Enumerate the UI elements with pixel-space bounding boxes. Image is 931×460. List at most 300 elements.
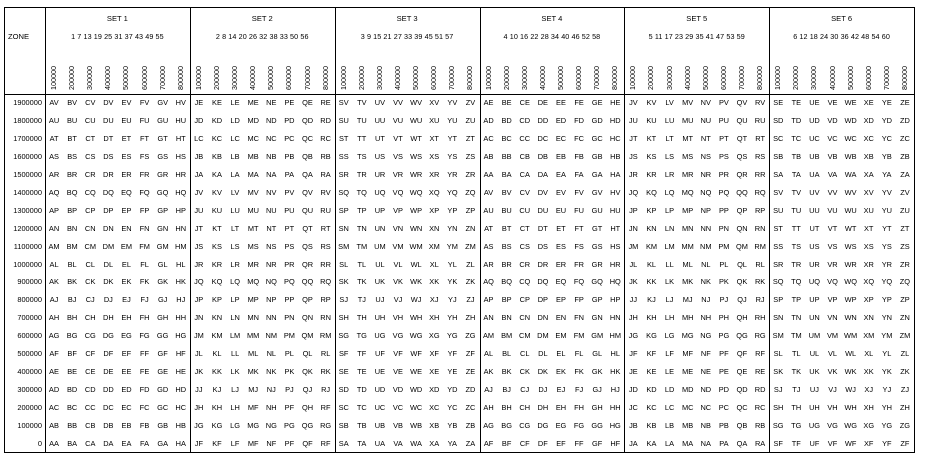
grid-square-id: ZQ bbox=[899, 277, 911, 287]
grid-square-id: LD bbox=[230, 116, 240, 126]
grid-square-id: ME bbox=[682, 366, 694, 376]
grid-square-id: RB bbox=[320, 152, 331, 162]
grid-square-id: CF bbox=[519, 438, 530, 448]
grid-square-id: HP bbox=[175, 205, 186, 215]
grid-square-id: NN bbox=[265, 313, 277, 323]
grid-square-id: RE bbox=[754, 366, 766, 376]
grid-square-id: NF bbox=[700, 349, 711, 359]
grid-square-id: QA bbox=[302, 170, 313, 180]
grid-square-id: PR bbox=[718, 170, 730, 180]
grid-square-id: AK bbox=[483, 366, 494, 376]
grid-square-id: EB bbox=[556, 152, 566, 162]
grid-square-id: SA bbox=[338, 438, 349, 448]
grid-square-id: MS bbox=[247, 241, 259, 251]
grid-square-id: PV bbox=[718, 98, 729, 108]
grid-square-id: YF bbox=[882, 438, 892, 448]
grid-square-id: ND bbox=[265, 116, 277, 126]
grid-square-id: MV bbox=[682, 98, 694, 108]
grid-square-id: EP bbox=[556, 295, 566, 305]
grid-square-id: UP bbox=[374, 205, 386, 215]
grid-square-id: GK bbox=[157, 277, 169, 287]
grid-square-id: YL bbox=[447, 259, 457, 269]
grid-square-id: RA bbox=[320, 170, 331, 180]
grid-square-id: WC bbox=[409, 402, 423, 412]
grid-square-id: RB bbox=[754, 420, 766, 430]
grid-square-id: UF bbox=[374, 349, 385, 359]
grid-square-id: VR bbox=[827, 259, 838, 269]
grid-square-id: UT bbox=[374, 134, 385, 144]
grid-square-id: ZP bbox=[465, 205, 476, 215]
grid-square-id: CV bbox=[85, 98, 96, 108]
grid-square-id: RF bbox=[320, 402, 331, 412]
grid-square-id: NG bbox=[265, 420, 277, 430]
grid-square-id: VH bbox=[827, 402, 838, 412]
grid-square-id: US bbox=[809, 241, 820, 251]
grid-square-id: KK bbox=[212, 366, 222, 376]
grid-square-id: LR bbox=[230, 259, 240, 269]
grid-square-id: EH bbox=[121, 313, 132, 323]
grid-square-id: LB bbox=[230, 152, 240, 162]
grid-square-id: AD bbox=[483, 116, 494, 126]
grid-square-id: PB bbox=[284, 152, 295, 162]
northing-label: 1500000 bbox=[13, 170, 42, 180]
grid-square-id: TP bbox=[791, 295, 802, 305]
grid-square-id: ZR bbox=[465, 170, 476, 180]
grid-square-id: JR bbox=[628, 170, 638, 180]
grid-square-id: MT bbox=[682, 134, 694, 144]
grid-square-id: QV bbox=[302, 187, 313, 197]
grid-square-id: WH bbox=[844, 402, 857, 412]
grid-square-id: NR bbox=[700, 170, 712, 180]
northing-label: 200000 bbox=[17, 402, 42, 412]
easting-tick-label: 700000 bbox=[157, 66, 167, 90]
grid-square-id: FJ bbox=[140, 295, 149, 305]
grid-square-id: VK bbox=[393, 277, 403, 287]
grid-square-id: SK bbox=[338, 277, 349, 287]
grid-square-id: NP bbox=[700, 205, 711, 215]
grid-square-id: VG bbox=[392, 331, 404, 341]
grid-square-id: ZK bbox=[465, 277, 476, 287]
grid-square-id: LJ bbox=[231, 384, 239, 394]
grid-square-id: WT bbox=[410, 134, 422, 144]
easting-tick-label: 500000 bbox=[121, 66, 131, 90]
grid-square-id: QH bbox=[301, 402, 314, 412]
grid-square-id: BL bbox=[67, 259, 77, 269]
grid-square-id: HC bbox=[609, 134, 621, 144]
grid-square-id: UQ bbox=[374, 187, 386, 197]
grid-square-id: KL bbox=[646, 259, 656, 269]
grid-square-id: ZA bbox=[465, 438, 476, 448]
grid-square-id: ES bbox=[556, 241, 566, 251]
grid-square-id: TF bbox=[791, 438, 801, 448]
grid-square-id: XD bbox=[429, 384, 440, 394]
grid-square-id: CJ bbox=[520, 384, 530, 394]
grid-square-id: VG bbox=[827, 420, 838, 430]
grid-square-id: GA bbox=[591, 170, 603, 180]
grid-square-id: BL bbox=[502, 349, 512, 359]
grid-square-id: SK bbox=[773, 366, 784, 376]
grid-square-id: JD bbox=[628, 384, 638, 394]
grid-square-id: NS bbox=[700, 152, 711, 162]
grid-square-id: ZL bbox=[900, 349, 910, 359]
grid-square-id: GM bbox=[591, 331, 604, 341]
grid-square-id: DG bbox=[537, 420, 549, 430]
grid-square-id: NE bbox=[266, 98, 277, 108]
grid-square-id: TH bbox=[356, 313, 367, 323]
grid-square-id: QM bbox=[301, 331, 314, 341]
grid-square-id: XR bbox=[863, 259, 874, 269]
grid-square-id: ZG bbox=[465, 331, 476, 341]
grid-square-id: HR bbox=[609, 259, 621, 269]
grid-square-id: NT bbox=[266, 223, 277, 233]
grid-square-id: TM bbox=[356, 241, 368, 251]
grid-square-id: VQ bbox=[392, 187, 404, 197]
grid-square-id: GP bbox=[591, 295, 603, 305]
grid-square-id: VR bbox=[392, 170, 404, 180]
grid-square-id: VB bbox=[393, 420, 403, 430]
grid-square-id: FQ bbox=[139, 187, 150, 197]
easting-tick-label: 300000 bbox=[374, 66, 384, 90]
easting-tick-label: 800000 bbox=[899, 66, 909, 90]
grid-square-id: ZS bbox=[900, 241, 910, 251]
grid-square-id: LL bbox=[665, 259, 674, 269]
grid-square-id: FK bbox=[574, 366, 584, 376]
grid-square-id: XF bbox=[429, 349, 439, 359]
grid-square-id: HU bbox=[175, 116, 187, 126]
grid-square-id: VL bbox=[827, 349, 838, 359]
grid-square-id: MJ bbox=[682, 295, 693, 305]
grid-square-id: GE bbox=[591, 98, 603, 108]
grid-square-id: LF bbox=[230, 438, 240, 448]
grid-square-id: CH bbox=[519, 402, 531, 412]
grid-square-id: WB bbox=[410, 420, 423, 430]
easting-tick-label: 200000 bbox=[646, 66, 656, 90]
grid-square-id: JS bbox=[629, 152, 638, 162]
grid-square-id: XP bbox=[429, 205, 440, 215]
grid-square-id: MG bbox=[247, 420, 260, 430]
easting-tick-label: 600000 bbox=[284, 66, 294, 90]
grid-square-id: XA bbox=[429, 438, 440, 448]
grid-square-id: XM bbox=[428, 241, 440, 251]
grid-square-id: VT bbox=[827, 223, 838, 233]
grid-square-id: QD bbox=[736, 384, 748, 394]
easting-tick-label: 300000 bbox=[519, 66, 529, 90]
grid-square-id: DT bbox=[537, 223, 548, 233]
grid-square-id: DK bbox=[103, 277, 114, 287]
grid-square-id: VJ bbox=[828, 384, 837, 394]
grid-square-id: HM bbox=[609, 331, 622, 341]
grid-square-id: ZN bbox=[465, 223, 476, 233]
grid-square-id: EM bbox=[120, 241, 132, 251]
grid-square-id: UM bbox=[808, 331, 821, 341]
grid-square-id: AM bbox=[483, 331, 495, 341]
grid-square-id: CK bbox=[85, 277, 96, 287]
grid-square-id: SD bbox=[338, 384, 349, 394]
easting-tick-label: 300000 bbox=[809, 66, 819, 90]
grid-square-id: JR bbox=[194, 259, 204, 269]
grid-square-id: RQ bbox=[320, 277, 332, 287]
grid-square-id: YV bbox=[881, 187, 892, 197]
grid-square-id: HJ bbox=[610, 384, 620, 394]
grid-square-id: SU bbox=[338, 116, 349, 126]
grid-square-id: VQ bbox=[827, 277, 838, 287]
grid-square-id: YC bbox=[447, 402, 458, 412]
grid-square-id: FA bbox=[140, 438, 150, 448]
grid-square-id: WS bbox=[844, 241, 857, 251]
grid-square-id: KF bbox=[212, 438, 222, 448]
grid-square-id: HQ bbox=[175, 187, 187, 197]
grid-square-id: DR bbox=[103, 170, 114, 180]
grid-square-id: GR bbox=[157, 170, 169, 180]
grid-square-id: YV bbox=[447, 98, 458, 108]
grid-square-id: XS bbox=[429, 152, 440, 162]
grid-square-id: AG bbox=[483, 420, 494, 430]
grid-square-id: CQ bbox=[84, 187, 96, 197]
grid-square-id: XG bbox=[863, 420, 875, 430]
grid-square-id: CG bbox=[84, 331, 96, 341]
grid-square-id: NL bbox=[701, 259, 711, 269]
grid-square-id: CS bbox=[519, 241, 530, 251]
grid-square-id: YG bbox=[881, 420, 893, 430]
grid-square-id: YL bbox=[882, 349, 892, 359]
grid-square-id: WK bbox=[410, 277, 423, 287]
grid-square-id: VU bbox=[827, 205, 838, 215]
grid-square-id: HK bbox=[175, 277, 186, 287]
grid-square-id: VC bbox=[392, 402, 404, 412]
grid-square-id: EL bbox=[121, 259, 131, 269]
grid-square-id: TU bbox=[356, 116, 367, 126]
grid-square-id: JL bbox=[629, 259, 638, 269]
grid-square-id: FF bbox=[574, 438, 584, 448]
grid-square-id: BF bbox=[501, 438, 512, 448]
grid-square-id: MJ bbox=[248, 384, 259, 394]
grid-square-id: BN bbox=[67, 223, 78, 233]
grid-square-id: HJ bbox=[176, 295, 186, 305]
grid-square-id: WD bbox=[409, 384, 423, 394]
grid-square-id: TQ bbox=[356, 187, 367, 197]
grid-square-id: QL bbox=[737, 259, 747, 269]
easting-tick-label: 500000 bbox=[700, 66, 710, 90]
grid-square-id: AL bbox=[49, 259, 59, 269]
grid-square-id: RM bbox=[754, 241, 766, 251]
grid-square-id: PT bbox=[719, 134, 729, 144]
grid-square-id: VN bbox=[392, 223, 404, 233]
grid-square-id: DC bbox=[103, 402, 114, 412]
easting-tick-label: 600000 bbox=[863, 66, 873, 90]
grid-square-id: PL bbox=[719, 259, 729, 269]
grid-square-id: CP bbox=[85, 205, 96, 215]
northing-label: 1800000 bbox=[13, 116, 42, 126]
grid-square-id: YJ bbox=[882, 384, 892, 394]
grid-square-id: FV bbox=[574, 187, 584, 197]
grid-square-id: HT bbox=[610, 223, 621, 233]
grid-square-id: ZJ bbox=[466, 295, 475, 305]
grid-square-id: EQ bbox=[555, 277, 567, 287]
grid-square-id: QR bbox=[301, 259, 314, 269]
grid-square-id: JA bbox=[194, 170, 204, 180]
grid-square-id: YU bbox=[447, 116, 458, 126]
grid-square-id: BG bbox=[501, 420, 512, 430]
grid-square-id: UK bbox=[809, 366, 820, 376]
grid-square-id: UB bbox=[374, 420, 386, 430]
easting-tick-label: 600000 bbox=[718, 66, 728, 90]
grid-square-id: CT bbox=[85, 134, 96, 144]
grid-square-id: PF bbox=[284, 438, 295, 448]
grid-square-id: BS bbox=[67, 152, 78, 162]
grid-square-id: XV bbox=[863, 187, 874, 197]
grid-square-id: SQ bbox=[772, 277, 784, 287]
northing-label: 300000 bbox=[17, 384, 42, 394]
grid-square-id: WA bbox=[410, 438, 422, 448]
northing-label: 700000 bbox=[17, 313, 42, 323]
northing-label: 600000 bbox=[17, 331, 42, 341]
grid-square-id: LU bbox=[664, 116, 675, 126]
grid-square-id: NK bbox=[266, 366, 277, 376]
grid-square-id: UA bbox=[374, 438, 386, 448]
grid-square-id: ZR bbox=[900, 259, 910, 269]
grid-square-id: CR bbox=[84, 170, 96, 180]
grid-square-id: KB bbox=[212, 152, 222, 162]
grid-square-id: ES bbox=[121, 152, 132, 162]
grid-square-id: HE bbox=[175, 366, 186, 376]
grid-square-id: ZP bbox=[900, 295, 910, 305]
grid-square-id: LL bbox=[230, 349, 240, 359]
grid-square-id: PN bbox=[718, 223, 730, 233]
grid-square-id: MH bbox=[681, 313, 694, 323]
grid-square-id: PN bbox=[284, 313, 295, 323]
grid-square-id: QV bbox=[736, 98, 748, 108]
grid-square-id: BC bbox=[501, 134, 512, 144]
grid-square-id: ZG bbox=[899, 420, 911, 430]
grid-square-id: UA bbox=[809, 170, 820, 180]
grid-square-id: CL bbox=[85, 259, 95, 269]
grid-square-id: AP bbox=[483, 295, 494, 305]
grid-square-id: YQ bbox=[881, 277, 893, 287]
grid-square-id: CK bbox=[519, 366, 530, 376]
grid-square-id: KF bbox=[646, 349, 657, 359]
grid-square-id: ED bbox=[121, 384, 132, 394]
grid-square-id: PT bbox=[284, 223, 295, 233]
grid-square-id: AU bbox=[483, 205, 494, 215]
grid-square-id: QT bbox=[302, 223, 313, 233]
grid-square-id: DR bbox=[537, 259, 549, 269]
grid-square-id: UH bbox=[809, 402, 820, 412]
grid-square-id: KC bbox=[646, 402, 657, 412]
grid-square-id: LC bbox=[194, 134, 204, 144]
grid-square-id: LE bbox=[665, 366, 675, 376]
grid-square-id: XQ bbox=[863, 277, 875, 287]
grid-square-id: LF bbox=[665, 349, 674, 359]
grid-square-id: WD bbox=[844, 116, 857, 126]
grid-square-id: QN bbox=[736, 223, 748, 233]
grid-square-id: EJ bbox=[122, 295, 131, 305]
grid-square-id: FC bbox=[139, 402, 150, 412]
grid-square-id: GS bbox=[591, 241, 603, 251]
grid-square-id: AG bbox=[48, 331, 60, 341]
grid-square-id: RD bbox=[320, 116, 331, 126]
grid-square-id: KA bbox=[212, 170, 222, 180]
grid-square-id: AC bbox=[483, 134, 494, 144]
grid-square-id: DA bbox=[537, 170, 548, 180]
grid-square-id: WN bbox=[409, 223, 423, 233]
grid-square-id: WT bbox=[844, 223, 857, 233]
grid-square-id: MA bbox=[247, 170, 259, 180]
grid-square-id: QJ bbox=[302, 384, 313, 394]
grid-square-id: HQ bbox=[609, 277, 621, 287]
grid-square-id: VN bbox=[827, 313, 838, 323]
grid-square-id: HS bbox=[175, 152, 186, 162]
grid-square-id: TH bbox=[791, 402, 802, 412]
grid-square-id: NA bbox=[700, 438, 711, 448]
grid-square-id: PL bbox=[284, 349, 294, 359]
grid-square-id: WU bbox=[409, 116, 423, 126]
grid-square-id: UN bbox=[374, 223, 386, 233]
easting-tick-label: 800000 bbox=[465, 66, 475, 90]
grid-square-id: ND bbox=[700, 384, 712, 394]
grid-square-id: SB bbox=[773, 152, 784, 162]
frame-top-line bbox=[4, 7, 914, 8]
grid-square-id: YK bbox=[881, 366, 892, 376]
set-title: SET 5 bbox=[686, 14, 708, 23]
grid-square-id: BQ bbox=[501, 277, 512, 287]
northing-label: 100000 bbox=[17, 420, 42, 430]
grid-square-id: TR bbox=[356, 170, 367, 180]
grid-square-id: HM bbox=[175, 241, 187, 251]
grid-square-id: YT bbox=[882, 223, 892, 233]
grid-square-id: JV bbox=[629, 98, 638, 108]
grid-square-id: LP bbox=[230, 295, 240, 305]
grid-square-id: TU bbox=[791, 205, 802, 215]
grid-square-id: MG bbox=[681, 331, 694, 341]
grid-square-id: SE bbox=[773, 98, 784, 108]
grid-square-id: ZB bbox=[465, 420, 476, 430]
grid-square-id: CQ bbox=[519, 277, 531, 287]
grid-square-id: AR bbox=[48, 170, 60, 180]
grid-square-id: MB bbox=[682, 420, 694, 430]
grid-square-id: NV bbox=[700, 98, 711, 108]
grid-square-id: QG bbox=[736, 331, 748, 341]
grid-square-id: BE bbox=[67, 366, 78, 376]
grid-square-id: TE bbox=[791, 98, 802, 108]
easting-tick-label: 300000 bbox=[664, 66, 674, 90]
grid-square-id: AN bbox=[483, 313, 494, 323]
grid-square-id: ZH bbox=[465, 313, 476, 323]
grid-square-id: PJ bbox=[285, 384, 294, 394]
grid-square-id: KD bbox=[646, 384, 657, 394]
grid-square-id: PD bbox=[284, 116, 295, 126]
grid-square-id: WL bbox=[845, 349, 857, 359]
grid-square-id: EG bbox=[555, 420, 567, 430]
grid-square-id: SC bbox=[773, 134, 784, 144]
grid-square-id: QE bbox=[302, 98, 313, 108]
grid-square-id: JL bbox=[194, 349, 203, 359]
grid-square-id: VU bbox=[392, 116, 404, 126]
grid-square-id: LN bbox=[664, 223, 675, 233]
grid-square-id: KR bbox=[211, 259, 223, 269]
grid-square-id: GB bbox=[591, 152, 603, 162]
grid-square-id: AH bbox=[48, 313, 60, 323]
grid-square-id: XL bbox=[864, 349, 874, 359]
grid-square-id: DP bbox=[537, 295, 548, 305]
easting-tick-label: 700000 bbox=[881, 66, 891, 90]
grid-square-id: BU bbox=[501, 205, 512, 215]
grid-square-id: VV bbox=[393, 98, 403, 108]
grid-square-id: AE bbox=[49, 366, 59, 376]
grid-square-id: XJ bbox=[864, 384, 874, 394]
grid-square-id: AF bbox=[483, 438, 494, 448]
grid-square-id: JJ bbox=[195, 384, 203, 394]
grid-square-id: BT bbox=[67, 134, 77, 144]
